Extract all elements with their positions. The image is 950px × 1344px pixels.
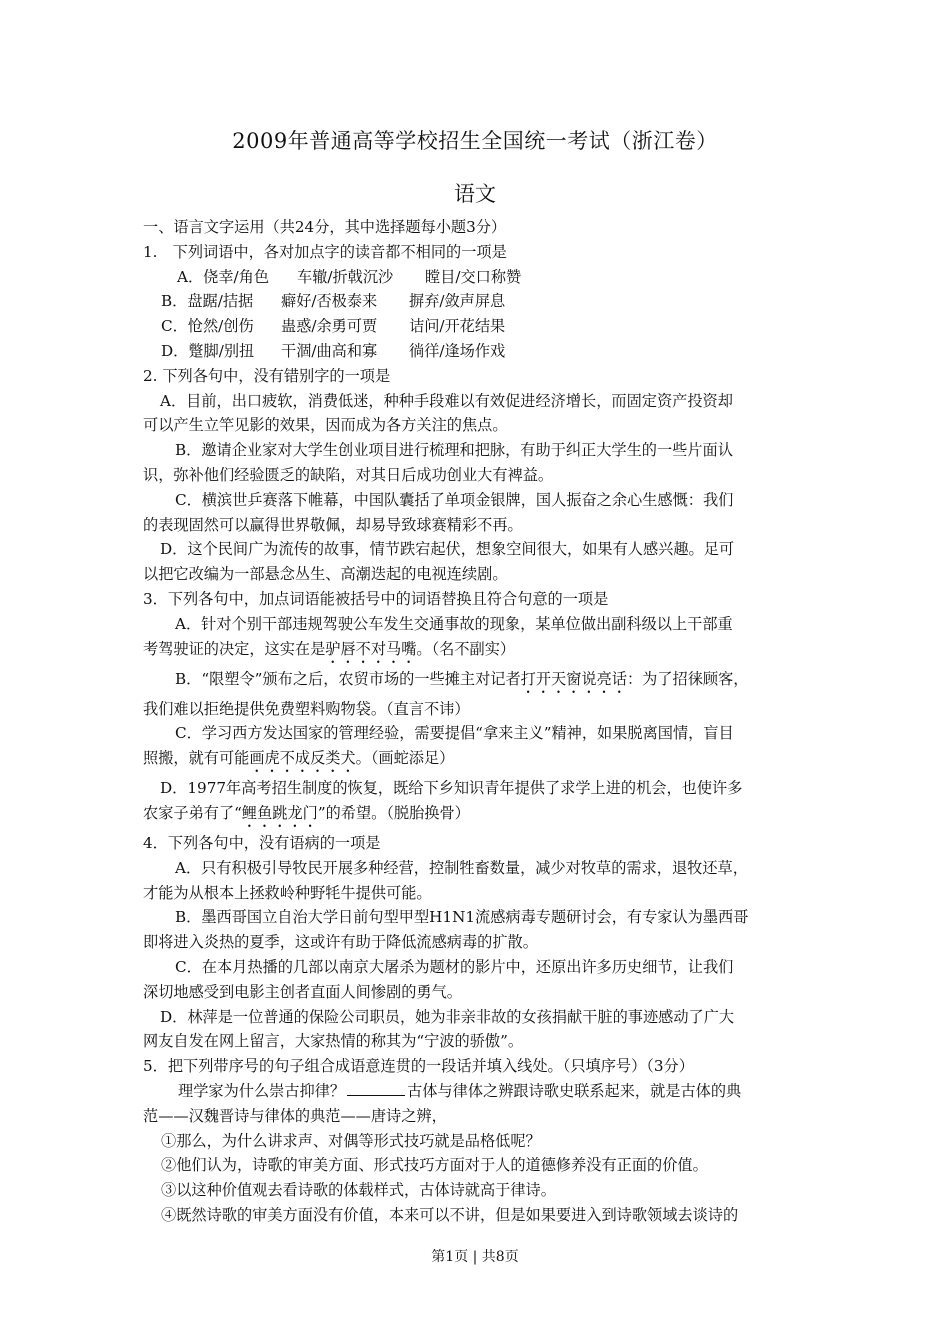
q3-option-b-line2: 我们难以拒绝提供免费塑料购物袋。（直言不讳） <box>143 699 470 718</box>
section-heading: 一、语言文字运用（共24分，其中选择题每小题3分） <box>143 218 507 236</box>
q1-option-b: B．盘踞/拮据 癖好/否极泰来 摒弃/敛声屏息 <box>161 292 506 311</box>
q2-option-a-line2: 可以产生立竿见影的效果，因而成为各方关注的焦点。 <box>143 416 508 435</box>
q3-option-a-line1: A．针对个别干部违规驾驶公车发生交通事故的现象，某单位做出副科级以上干部重 <box>175 614 733 633</box>
q4-option-d-line2: 网友自发在网上留言，大家热情的称其为“宁波的骄傲”。 <box>143 1032 524 1051</box>
q3-option-c-line2: 照搬，就有可能画虎不成反类犬。（画蛇添足） <box>143 749 455 768</box>
q3-option-d-line1: D．1977年高考招生制度的恢复，既给下乡知识青年提供了求学上进的机会，也使许多 <box>160 779 743 798</box>
answer-blank[interactable] <box>347 1081 405 1096</box>
q4-option-b-line2: 即将进入炎热的夏季，这或许有助于降低流感病毒的扩散。 <box>143 933 538 952</box>
q4-option-c-line1: C．在本月热播的几部以南京大屠杀为题材的影片中，还原出许多历史细节，让我们 <box>175 957 734 976</box>
q4-stem: 4．下列各句中，没有语病的一项是 <box>143 833 381 852</box>
q5-sentence-3: ③以这种价值观去看诗歌的体载样式，古体诗就高于律诗。 <box>161 1181 556 1200</box>
emphasized-phrase: 打开天窗说亮话 <box>520 669 627 688</box>
page-footer: 第1页 | 共8页 <box>431 1249 519 1265</box>
q1-option-a: A．侥幸/角色 车辙/折戟沉沙 瞠目/交口称赞 <box>177 267 522 286</box>
q4-option-a-line1: A．只有积极引导牧民开展多种经营，控制牲畜数量，减少对牧草的需求，退牧还草， <box>175 858 748 877</box>
emphasized-phrase: 鲤鱼跳龙门 <box>241 803 318 822</box>
emphasized-phrase: 驴唇不对马嘴 <box>325 639 417 658</box>
q3-option-c-line1: C．学习西方发达国家的管理经验，需要提倡“拿来主义”精神，如果脱离国情，盲目 <box>175 724 734 743</box>
q4-option-b-line1: B．墨西哥国立自治大学日前句型甲型H1N1流感病毒专题研讨会，有专家认为墨西哥 <box>175 908 749 927</box>
q2-option-d-line2: 以把它改编为一部悬念丛生、高潮迭起的电视连续剧。 <box>143 565 508 584</box>
q1-stem: 1. 下列词语中，各对加点字的读音都不相同的一项是 <box>143 242 507 261</box>
q2-option-a-line1: A．目前，出口疲软，消费低迷，种种手段难以有效促进经济增长，而固定资产投资却 <box>160 391 733 410</box>
q2-option-b-line1: B．邀请企业家对大学生创业项目进行梳理和把脉，有助于纠正大学生的一些片面认 <box>175 441 733 460</box>
q4-option-a-line2: 才能为从根本上拯救岭种野牦牛提供可能。 <box>143 883 432 902</box>
q5-sentence-2: ②他们认为，诗歌的审美方面、形式技巧方面对于人的道德修养没有正面的价值。 <box>161 1156 708 1175</box>
q3-stem: 3．下列各句中，加点词语能被括号中的词语替换且符合句意的一项是 <box>143 589 609 608</box>
q2-option-d-line1: D．这个民间广为流传的故事，情节跌宕起伏，想象空间很大，如果有人感兴趣。足可 <box>160 540 735 559</box>
q2-option-c-line2: 的表现固然可以赢得世界敬佩，却易导致球赛精彩不再。 <box>143 515 523 534</box>
q3-option-d-line2: 农家子弟有了“鲤鱼跳龙门”的希望。（脱胎换骨） <box>143 803 470 822</box>
q3-option-b-line1: B．“限塑令”颁布之后，农贸市场的一些摊主对记者打开天窗说亮话：为了招徕顾客， <box>175 669 749 688</box>
q4-option-c-line2: 深切地感受到电影主创者直面人间惨剧的勇气。 <box>143 982 462 1001</box>
q5-passage-line2: 范——汉魏晋诗与律体的典范——唐诗之辨， <box>143 1106 447 1125</box>
subject-heading: 语文 <box>454 182 496 206</box>
emphasized-phrase: 画虎不成反类犬 <box>249 749 356 768</box>
q5-sentence-1: ①那么，为什么讲求声、对偶等形式技巧就是品格低呢？ <box>161 1131 541 1150</box>
q5-stem: 5．把下列带序号的句子组合成语意连贯的一段话并填入线处。（只填序号）（3分） <box>143 1057 694 1076</box>
q1-option-c: C．怆然/创伤 蛊惑/余勇可贾 诘问/开花结果 <box>161 317 506 336</box>
q5-passage-line1: 理学家为什么崇古抑律？ 古体与律体之辨跟诗歌史联系起来，就是古体的典 <box>178 1081 742 1100</box>
page-title: 2009年普通高等学校招生全国统一考试（浙江卷） <box>232 129 718 153</box>
q2-option-b-line2: 识，弥补他们经验匮乏的缺陷，对其日后成功创业大有裨益。 <box>143 465 554 484</box>
q1-option-d: D．蹩脚/别扭 干涸/曲高和寡 徜徉/逢场作戏 <box>161 341 506 360</box>
exam-body <box>143 215 823 1228</box>
q2-option-c-line1: C．横滨世乒赛落下帷幕，中国队囊括了单项金银牌，国人振奋之余心生感慨：我们 <box>175 490 734 509</box>
q2-stem: 2. 下列各句中，没有错别字的一项是 <box>143 366 391 385</box>
q3-option-a-line2: 考驾驶证的决定，这实在是驴唇不对马嘴。（名不副实） <box>143 639 516 658</box>
q4-option-d-line1: D．林萍是一位普通的保险公司职员，她为非亲非故的女孩捐献干脏的事迹感动了广大 <box>160 1007 735 1026</box>
q5-sentence-4: ④既然诗歌的审美方面没有价值，本来可以不讲，但是如果要进入到诗歌领域去谈诗的 <box>161 1205 739 1224</box>
